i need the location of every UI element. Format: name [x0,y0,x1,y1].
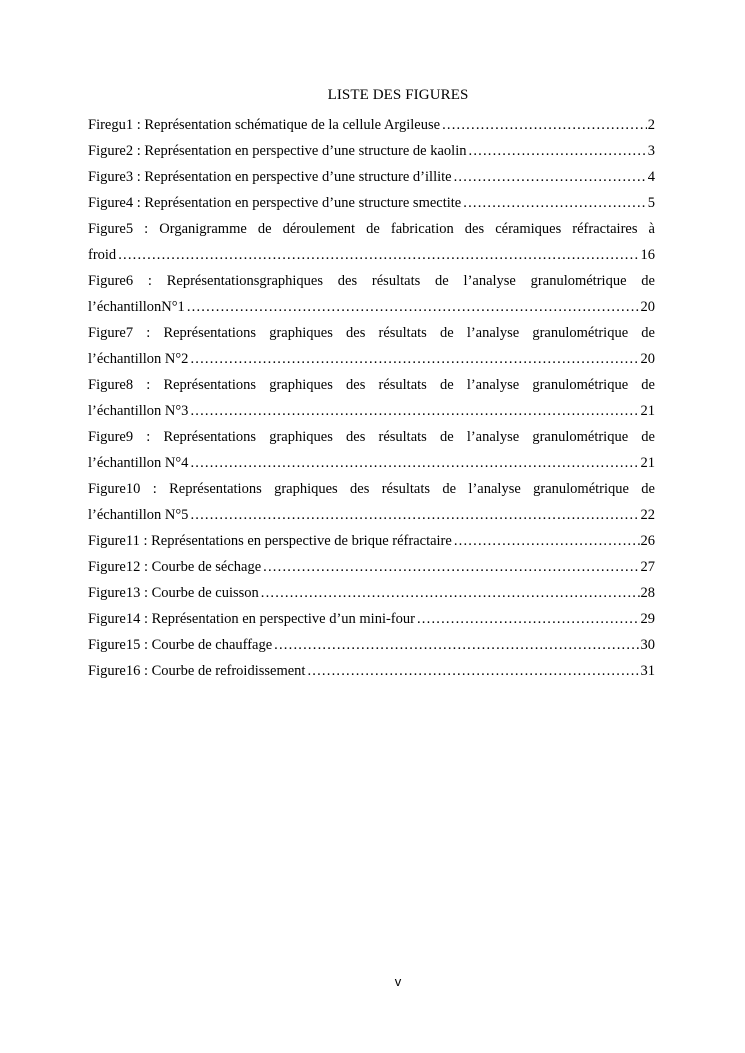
toc-entry-line [88,580,655,606]
toc-entry[interactable] [88,476,655,528]
page-title: LISTE DES FIGURES [327,87,469,103]
toc-entry-page-number: 30 [640,637,655,653]
toc-entry-line [88,398,655,424]
toc-entry-line [88,164,655,190]
toc-entry-page-number: 20 [640,299,655,315]
dot-leader [442,112,647,138]
dot-leader [190,398,639,424]
toc-entry-line [88,658,655,684]
toc-entry-page-number: 4 [647,169,655,185]
dot-leader [190,346,639,372]
toc-entry-label: froid [88,247,117,263]
toc-entry-text-line: Figure7 : Représentations graphiques des résultats de l’analyse granulométrique de [88,325,655,341]
toc-entry-page-number: 22 [640,507,655,523]
toc-entry-label: l’échantillon N°4 [88,455,189,471]
dot-leader [417,606,640,632]
toc-entry[interactable] [88,424,655,476]
dot-leader [187,294,640,320]
table-of-figures [88,112,655,684]
toc-entry-line [88,606,655,632]
footer-page-number: v [394,974,402,989]
toc-entry-page-number: 16 [640,247,655,263]
toc-entry-label: Figure15 : Courbe de chauffage [88,637,273,653]
toc-entry[interactable] [88,528,655,554]
toc-entry-page-number: 2 [647,117,655,133]
toc-entry-line [88,138,655,164]
toc-entry-label: Figure4 : Représentation en perspective d’une structure smectite [88,195,462,211]
toc-entry-line [88,242,655,268]
dot-leader [190,450,639,476]
toc-entry-line [88,112,655,138]
toc-entry-page-number: 28 [640,585,655,601]
toc-entry-label: Figure11 : Représentations en perspective de brique réfractaire [88,533,452,549]
dot-leader [307,658,639,684]
dot-leader [118,242,639,268]
toc-entry-page-number: 27 [640,559,655,575]
toc-entry-text-line: Figure9 : Représentations graphiques des résultats de l’analyse granulométrique de [88,429,655,445]
toc-entry-label: l’échantillon N°3 [88,403,189,419]
toc-entry[interactable] [88,372,655,424]
toc-entry-text-line: Figure5 : Organigramme de déroulement de fabrication des céramiques réfractaires à [88,221,655,237]
toc-entry-page-number: 21 [640,455,655,471]
toc-entry-line [88,294,655,320]
toc-entry[interactable] [88,190,655,216]
toc-entry[interactable] [88,112,655,138]
toc-entry-page-number: 31 [640,663,655,679]
toc-entry-label: Figure14 : Représentation en perspective d’un mini-four [88,611,415,627]
toc-entry-line [88,528,655,554]
dot-leader [261,580,640,606]
toc-entry[interactable] [88,606,655,632]
toc-entry-label: Figure16 : Courbe de refroidissement [88,663,306,679]
dot-leader [263,554,639,580]
toc-entry-line [88,554,655,580]
toc-entry-label: Figure12 : Courbe de séchage [88,559,262,575]
toc-entry[interactable] [88,658,655,684]
toc-entry-label: l’échantillonN°1 [88,299,185,315]
dot-leader [454,528,640,554]
toc-entry-line [88,190,655,216]
dot-leader [469,138,647,164]
toc-entry-label: Figure13 : Courbe de cuisson [88,585,259,601]
toc-entry-label: l’échantillon N°2 [88,351,189,367]
toc-entry[interactable] [88,320,655,372]
dot-leader [454,164,647,190]
toc-entry-page-number: 21 [640,403,655,419]
toc-entry[interactable] [88,138,655,164]
toc-entry[interactable] [88,632,655,658]
toc-entry-label: Firegu1 : Représentation schématique de la cellule Argileuse [88,117,441,133]
toc-entry-label: Figure3 : Représentation en perspective d’une structure d’illite [88,169,452,185]
toc-entry-page-number: 5 [647,195,655,211]
toc-entry-line [88,502,655,528]
toc-entry-text-line: Figure8 : Représentations graphiques des résultats de l’analyse granulométrique de [88,377,655,393]
toc-entry-page-number: 3 [647,143,655,159]
dot-leader [274,632,639,658]
toc-entry-label: l’échantillon N°5 [88,507,189,523]
dot-leader [190,502,639,528]
toc-entry[interactable] [88,554,655,580]
toc-entry-line [88,346,655,372]
toc-entry-page-number: 20 [640,351,655,367]
toc-entry-label: Figure2 : Représentation en perspective d’une structure de kaolin [88,143,467,159]
toc-entry-line [88,450,655,476]
toc-entry-page-number: 29 [640,611,655,627]
toc-entry[interactable] [88,216,655,268]
toc-entry[interactable] [88,268,655,320]
toc-entry[interactable] [88,164,655,190]
toc-entry-text-line: Figure6 : Représentationsgraphiques des résultats de l’analyse granulométrique de [88,273,655,289]
toc-entry-line [88,632,655,658]
dot-leader [463,190,647,216]
toc-entry-page-number: 26 [640,533,655,549]
toc-entry[interactable] [88,580,655,606]
toc-entry-text-line: Figure10 : Représentations graphiques des résultats de l’analyse granulométrique de [88,481,655,497]
